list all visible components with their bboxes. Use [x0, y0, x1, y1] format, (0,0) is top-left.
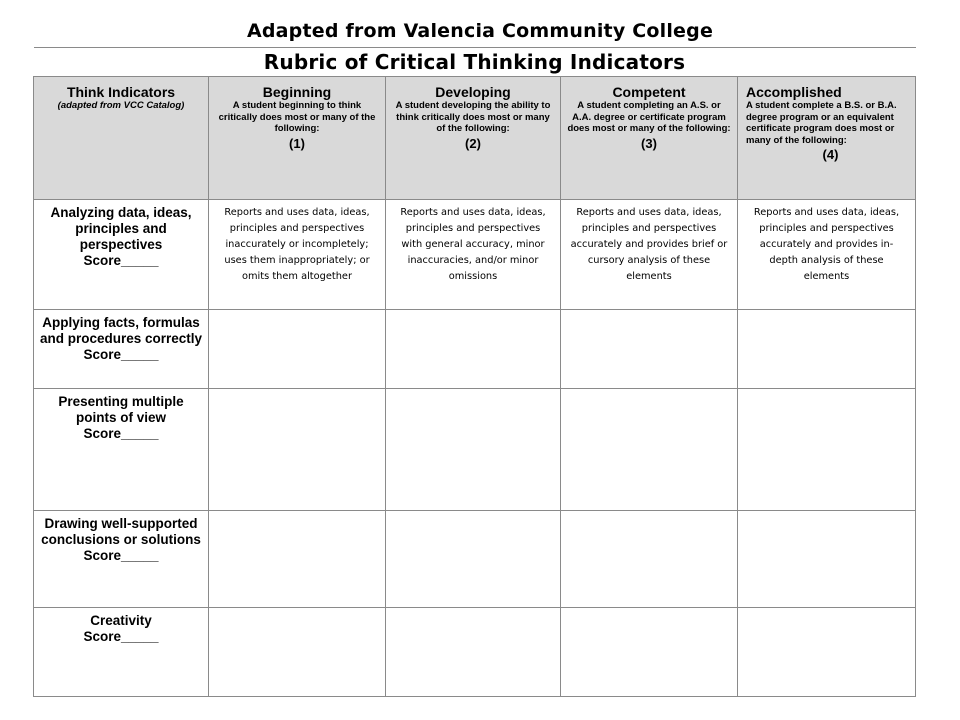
- score-field: Score_____: [83, 629, 159, 644]
- score-field: Score_____: [83, 426, 159, 441]
- rubric-cell-beginning: [209, 608, 386, 697]
- criterion-label: Creativity: [90, 613, 152, 628]
- header-developing: [386, 77, 561, 200]
- table-row: [34, 511, 916, 608]
- column-name: Think Indicators: [66, 84, 176, 100]
- criterion-label: Analyzing data, ideas, principles and perspectives: [50, 205, 192, 252]
- criterion-cell: [34, 310, 209, 389]
- header-competent: [561, 77, 738, 200]
- rubric-cell-competent: [561, 389, 738, 511]
- rubric-cell-accomplished: [738, 389, 916, 511]
- header-row: [34, 77, 916, 200]
- criterion-cell: [34, 608, 209, 697]
- rubric-cell-competent: [561, 608, 738, 697]
- column-name: Beginning: [262, 84, 332, 100]
- column-level: (1): [289, 135, 305, 151]
- column-desc: (adapted from VCC Catalog): [57, 100, 185, 111]
- column-name: Developing: [435, 84, 511, 100]
- score-field: Score_____: [83, 347, 159, 362]
- criterion-label: Presenting multiple points of view: [58, 394, 184, 425]
- table-row: [34, 310, 916, 389]
- page-title: Adapted from Valencia Community College: [246, 20, 714, 42]
- score-field: Score_____: [83, 253, 159, 268]
- rubric-cell-beginning: [209, 310, 386, 389]
- rubric-cell-competent: [561, 310, 738, 389]
- score-field: Score_____: [83, 548, 159, 563]
- rubric-cell-beginning: Reports and uses data, ideas, principles and perspectives inaccurately or incompletely; uses them inappropriately; or omits them altogether: [209, 200, 386, 310]
- column-level: (3): [641, 135, 657, 151]
- rubric-cell-beginning: [209, 511, 386, 608]
- criterion-cell: [34, 200, 209, 310]
- criterion-label: Applying facts, formulas and procedures correctly: [39, 315, 203, 346]
- criterion-label: Drawing well-supported conclusions or solutions: [41, 516, 201, 547]
- table-row: [34, 608, 916, 697]
- rubric-cell-developing: [386, 389, 561, 511]
- rubric-cell-accomplished: [738, 608, 916, 697]
- rubric-cell-accomplished: Reports and uses data, ideas, principles and perspectives accurately and provides in-depth analysis of these elements: [738, 200, 916, 310]
- column-name: Competent: [612, 84, 686, 100]
- column-level: (4): [822, 147, 839, 162]
- table-row: [34, 200, 916, 310]
- header-think-indicators: [34, 77, 209, 200]
- column-desc: A student complete a B.S. or B.A. degree program or an equivalent certificate program does most or many of the following:: [746, 100, 897, 146]
- criterion-cell: [34, 389, 209, 511]
- column-name: Accomplished: [746, 84, 842, 100]
- rubric-table: [33, 47, 916, 697]
- rubric-cell-developing: [386, 608, 561, 697]
- rubric-cell-accomplished: [738, 511, 916, 608]
- rubric-cell-beginning: [209, 389, 386, 511]
- rubric-title: Rubric of Critical Thinking Indicators: [34, 48, 916, 77]
- rubric-cell-accomplished: [738, 310, 916, 389]
- table-row: [34, 389, 916, 511]
- rubric-cell-competent: Reports and uses data, ideas, principles and perspectives accurately and provides brief or cursory analysis of these elements: [561, 200, 738, 310]
- column-desc: A student beginning to think critically does most or many of the following:: [218, 100, 376, 134]
- column-desc: A student developing the ability to think critically does most or many of the following:: [395, 100, 551, 134]
- header-beginning: [209, 77, 386, 200]
- column-desc: A student completing an A.S. or A.A. degree or certificate program does most or many of the following:: [567, 100, 731, 134]
- criterion-cell: [34, 511, 209, 608]
- header-accomplished: [738, 77, 916, 200]
- rubric-cell-developing: [386, 310, 561, 389]
- rubric-cell-developing: [386, 511, 561, 608]
- rubric-cell-competent: [561, 511, 738, 608]
- column-level: (2): [465, 135, 481, 151]
- rubric-cell-developing: Reports and uses data, ideas, principles and perspectives with general accuracy, minor inaccuracies, and/or minor omissions: [386, 200, 561, 310]
